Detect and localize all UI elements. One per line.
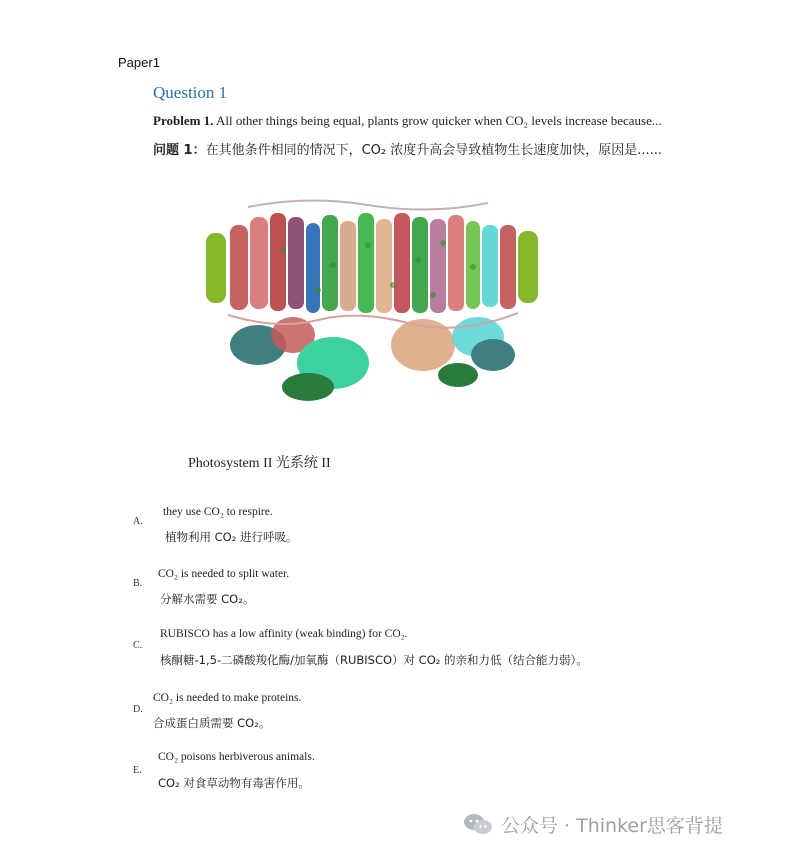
option-c[interactable] — [0, 625, 790, 675]
option-letter: E. — [133, 765, 142, 776]
photosystem-ii-image — [188, 195, 558, 410]
option-a[interactable] — [0, 503, 790, 553]
wechat-icon — [463, 812, 493, 836]
watermark — [463, 811, 723, 837]
option-d[interactable] — [0, 690, 790, 740]
option-letter: D. — [133, 704, 143, 715]
problem-text-en: All other things being equal, plants grow quicker when CO₂ levels increase because... — [213, 113, 662, 128]
option-letter: B. — [133, 578, 143, 589]
problem-number-en: Problem 1. — [153, 113, 214, 128]
watermark-text: 公众号 · Thinker思客背提 — [501, 814, 723, 837]
option-letter: A. — [133, 516, 143, 527]
problem-statement-en — [153, 113, 662, 129]
paper-label: Paper1 — [118, 55, 160, 70]
option-text-zh: 分解水需要 CO₂。 — [160, 592, 255, 606]
question-title: Question 1 — [153, 83, 228, 102]
option-text-zh: 合成蛋白质需要 CO₂。 — [153, 716, 271, 730]
problem-statement-zh — [153, 139, 662, 158]
problem-number-zh: 问题 1： — [153, 143, 206, 158]
option-text-zh: CO₂ 对食草动物有毒害作用。 — [158, 776, 310, 790]
option-letter: C. — [133, 640, 143, 651]
problem-text-zh: 在其他条件相同的情况下，CO₂ 浓度升高会导致植物生长速度加快，原因是...... — [205, 143, 663, 158]
option-text-en: they use CO₂ to respire. — [163, 506, 273, 518]
option-text-zh: 核酮糖-1,5-二磷酸羧化酶/加氧酶（RUBISCO）对 CO₂ 的亲和力低（结合能力弱）。 — [160, 653, 588, 667]
option-text-en: CO₂ is needed to make proteins. — [153, 692, 302, 704]
option-e[interactable] — [0, 748, 790, 798]
option-b[interactable] — [0, 565, 790, 615]
option-text-en: CO₂ is needed to split water. — [158, 568, 290, 580]
option-text-zh: 植物利用 CO₂ 进行呼吸。 — [165, 530, 298, 544]
option-text-en: RUBISCO has a low affinity (weak binding) for CO₂. — [160, 628, 408, 640]
option-text-en: CO₂ poisons herbiverous animals. — [158, 751, 315, 763]
figure-caption: Photosystem II 光系统 II — [188, 456, 331, 471]
